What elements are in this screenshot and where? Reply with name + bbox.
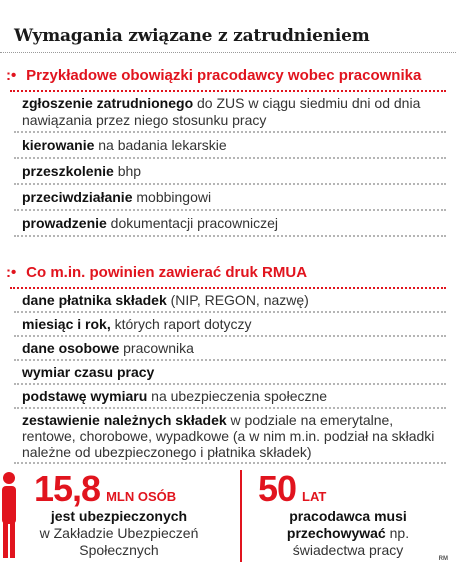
list-item (14, 159, 446, 185)
list-item (14, 409, 446, 464)
list-item (14, 185, 446, 211)
section-divider (10, 90, 446, 92)
stat-bold-text: pracodawca musi przechowywać (286, 508, 407, 541)
section-heading-label: Co m.in. powinien zawierać druk RMUA (26, 264, 308, 281)
credit-initials: RM (438, 556, 448, 562)
item-text: (NIP, REGON, nazwę) (166, 292, 309, 308)
item-keyword: kierowanie (22, 137, 95, 153)
stat-number: 15,8 (34, 468, 101, 509)
item-keyword: dane osobowe (22, 340, 120, 356)
section-heading-label: Przykładowe obowiązki pracodawcy wobec pracownika (26, 67, 422, 84)
item-text: w podziale na emerytalne, rentowe, chorobowe, wypadkowe (a w nim m.in. podział na składki należne od ubezpieczonego i płatnika składek) (22, 412, 435, 460)
list-item (14, 133, 446, 159)
person-icon (0, 470, 18, 560)
item-keyword: miesiąc i rok, (22, 316, 111, 332)
stat-rest-text: np. świadectwa pracy (292, 525, 410, 558)
stat-unit: MLN OSÓB (106, 489, 177, 504)
item-keyword: zgłoszenie zatrudnionego (22, 95, 194, 111)
section-divider (10, 287, 446, 289)
obligations-list (14, 94, 446, 237)
item-text: do ZUS w ciągu siedmiu dni od dnia nawiązania przez niego stosunku pracy (22, 95, 421, 128)
stat-headline (258, 468, 438, 510)
stat-insured (34, 468, 234, 559)
item-keyword: przeciwdziałanie (22, 189, 133, 205)
section-heading-obligations (6, 67, 421, 84)
rmua-list (14, 291, 446, 464)
item-text: bhp (113, 163, 142, 179)
item-keyword: przeszkolenie (22, 163, 114, 179)
title-divider (0, 52, 456, 53)
item-text: na badania lekarskie (94, 137, 227, 153)
stat-divider (240, 470, 242, 562)
list-item (14, 385, 446, 409)
list-item (14, 291, 446, 313)
item-text: dokumentacji pracowniczej (106, 215, 278, 231)
list-item (14, 211, 446, 237)
item-keyword: zestawienie należnych składek (22, 412, 227, 428)
page-title: Wymagania związane z zatrudnieniem (14, 26, 370, 46)
item-keyword: podstawę wymiaru (22, 388, 148, 404)
stat-headline (34, 468, 234, 510)
bullet-icon: :• (6, 264, 17, 281)
item-text: pracownika (119, 340, 194, 356)
section-heading-rmua (6, 264, 307, 281)
item-text: mobbingowi (132, 189, 212, 205)
stat-unit: LAT (302, 489, 327, 504)
item-keyword: dane płatnika składek (22, 292, 167, 308)
list-item (14, 94, 446, 133)
stat-bold-text: jest ubezpieczonych (50, 508, 188, 524)
list-item (14, 313, 446, 337)
item-keyword: wymiar czasu pracy (22, 364, 155, 380)
list-item (14, 337, 446, 361)
bullet-icon: :• (6, 67, 17, 84)
list-item (14, 361, 446, 385)
item-text: których raport dotyczy (110, 316, 252, 332)
stat-rest-text: w Zakładzie Ubezpieczeń Społecznych (39, 525, 199, 558)
stat-number: 50 (258, 468, 297, 509)
item-keyword: prowadzenie (22, 215, 107, 231)
stat-description (258, 508, 438, 559)
item-text: na ubezpieczenia społeczne (147, 388, 328, 404)
stat-retention (258, 468, 438, 559)
stat-description (34, 508, 204, 559)
